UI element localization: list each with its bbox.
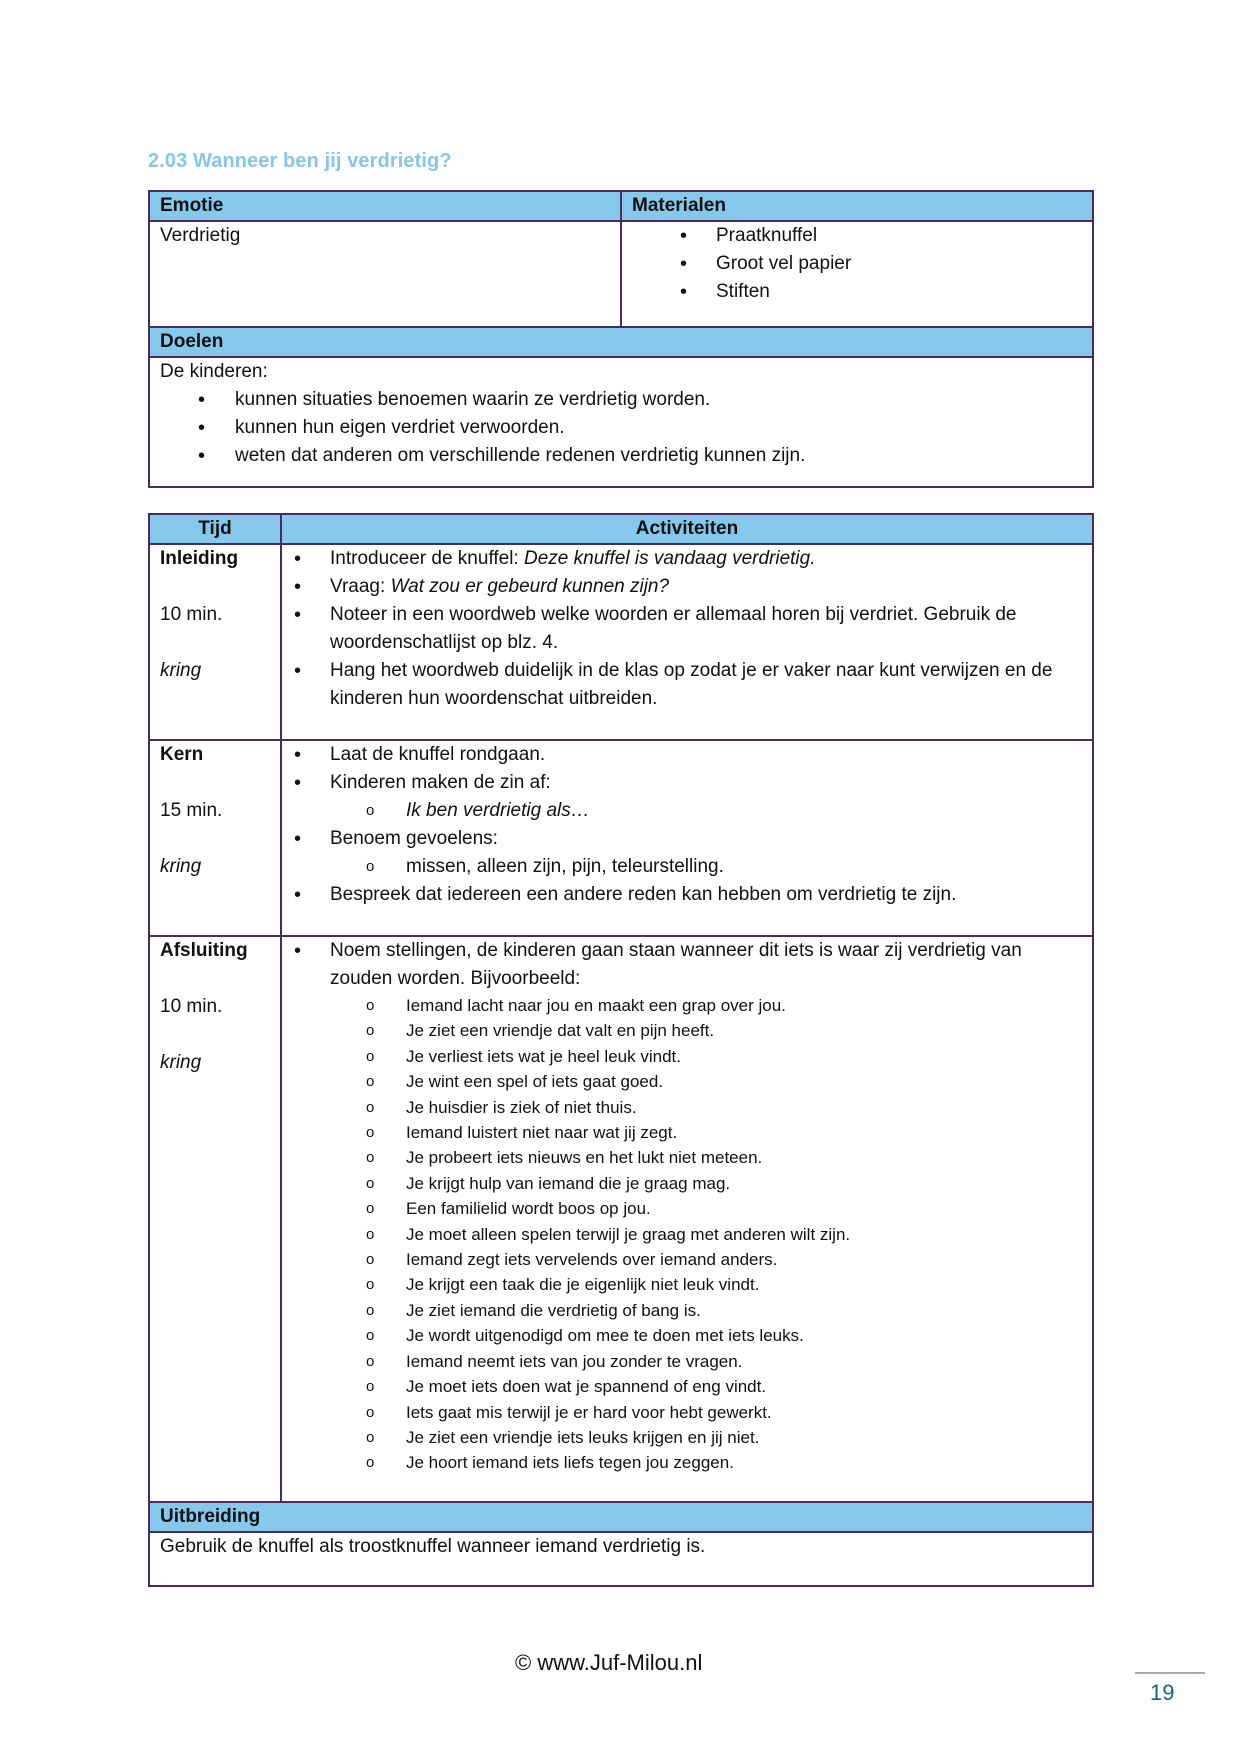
activity-item: • Bespreek dat iedereen een andere reden kan hebben om verdrietig te zijn. (282, 881, 1082, 909)
activity-item: • Benoem gevoelens: (282, 825, 1082, 853)
extension-text: Gebruik de knuffel als troostknuffel wanneer iemand verdrietig is. (149, 1532, 1093, 1586)
phase-duration: 10 min. (160, 604, 223, 625)
phase-name: Afsluiting (160, 940, 248, 961)
phase-activities-kern (281, 740, 1093, 936)
page-number: 19 (1150, 1680, 1175, 1705)
phase-name: Kern (160, 744, 204, 765)
activity-subitem: o Ik ben verdrietig als… (282, 797, 1082, 825)
activity-item: • Hang het woordweb duidelijk in de klas op zodat je er vaker naar kunt verwijzen en de kinderen hun woordenschat uitbreiden. (282, 657, 1082, 713)
statement-item: o Iemand zegt iets vervelends over iemand anders. (282, 1247, 1082, 1272)
activity-item: • Laat de knuffel rondgaan. (282, 741, 1082, 769)
goals-list (160, 386, 1082, 470)
time-header: Tijd (149, 514, 281, 544)
extension-header: Uitbreiding (149, 1502, 1093, 1532)
activity-subitem: o missen, alleen zijn, pijn, teleurstelling. (282, 853, 1082, 881)
statement-item: o Een familielid wordt boos op jou. (282, 1196, 1082, 1221)
phase-activities-inleiding (281, 544, 1093, 740)
materials-cell (621, 221, 1093, 327)
phase-time-kern (149, 740, 281, 936)
statement-item: o Je wint een spel of iets gaat goed. (282, 1069, 1082, 1094)
activities-table (148, 513, 1094, 1587)
goal-item: • weten dat anderen om verschillende redenen verdrietig kunnen zijn. (160, 442, 1082, 470)
phase-place: kring (160, 660, 202, 681)
goals-header: Doelen (149, 327, 1093, 357)
statement-item: o Je ziet een vriendje iets leuks krijgen en jij niet. (282, 1425, 1082, 1450)
materials-item: • Stiften (632, 278, 1082, 306)
activity-item: • Noteer in een woordweb welke woorden er allemaal horen bij verdriet. Gebruik de woordenschatlijst op blz. 4. (282, 601, 1082, 657)
statement-item: o Je huisdier is ziek of niet thuis. (282, 1095, 1082, 1120)
statement-item: o Je verliest iets wat je heel leuk vindt. (282, 1044, 1082, 1069)
activity-item: • Noem stellingen, de kinderen gaan staan wanneer dit iets is waar zij verdrietig van zouden worden. Bijvoorbeeld: (282, 937, 1082, 993)
activity-item: • Vraag: Wat zou er gebeurd kunnen zijn? (282, 573, 1082, 601)
materials-item: • Praatknuffel (632, 222, 1082, 250)
phase-place: kring (160, 1052, 202, 1073)
copyright-footer: © www.Juf-Milou.nl (515, 1650, 703, 1675)
activity-item: • Kinderen maken de zin af: (282, 769, 1082, 797)
statement-item: o Je moet iets doen wat je spannend of eng vindt. (282, 1374, 1082, 1399)
phase-duration: 10 min. (160, 996, 223, 1017)
phase-time-inleiding (149, 544, 281, 740)
statement-item: o Iets gaat mis terwijl je er hard voor hebt gewerkt. (282, 1400, 1082, 1425)
phase-name: Inleiding (160, 548, 239, 569)
statement-item: o Je wordt uitgenodigd om mee te doen met iets leuks. (282, 1323, 1082, 1348)
statement-item: o Iemand luistert niet naar wat jij zegt. (282, 1120, 1082, 1145)
statement-item: o Iemand lacht naar jou en maakt een grap over jou. (282, 993, 1082, 1018)
statement-item: o Je moet alleen spelen terwijl je graag met anderen wilt zijn. (282, 1222, 1082, 1247)
statement-item: o Iemand neemt iets van jou zonder te vragen. (282, 1349, 1082, 1374)
statement-item: o Je hoort iemand iets liefs tegen jou zeggen. (282, 1450, 1082, 1475)
phase-place: kring (160, 856, 202, 877)
goals-cell (149, 357, 1093, 487)
statement-item: o Je krijgt een taak die je eigenlijk niet leuk vindt. (282, 1272, 1082, 1297)
materials-list (632, 222, 1082, 306)
statement-item: o Je ziet iemand die verdrietig of bang is. (282, 1298, 1082, 1323)
statement-item: o Je probeert iets nieuws en het lukt niet meteen. (282, 1145, 1082, 1170)
emotion-header: Emotie (149, 191, 621, 221)
materials-item: • Groot vel papier (632, 250, 1082, 278)
phase-activities-afsluiting (281, 936, 1093, 1502)
statement-item: o Je krijgt hulp van iemand die je graag mag. (282, 1171, 1082, 1196)
page-number-rule (1135, 1672, 1205, 1674)
phase-time-afsluiting (149, 936, 281, 1502)
goal-item: • kunnen hun eigen verdriet verwoorden. (160, 414, 1082, 442)
emotion-value: Verdrietig (149, 221, 621, 327)
statement-item: o Je ziet een vriendje dat valt en pijn heeft. (282, 1018, 1082, 1043)
activities-header: Activiteiten (281, 514, 1093, 544)
phase-duration: 15 min. (160, 800, 223, 821)
lesson-table (148, 190, 1094, 488)
goal-item: • kunnen situaties benoemen waarin ze verdrietig worden. (160, 386, 1082, 414)
section-title: 2.03 Wanneer ben jij verdrietig? (148, 150, 452, 172)
materials-header: Materialen (621, 191, 1093, 221)
activity-item: • Introduceer de knuffel: Deze knuffel is vandaag verdrietig. (282, 545, 1082, 573)
goals-intro: De kinderen: (160, 361, 268, 382)
